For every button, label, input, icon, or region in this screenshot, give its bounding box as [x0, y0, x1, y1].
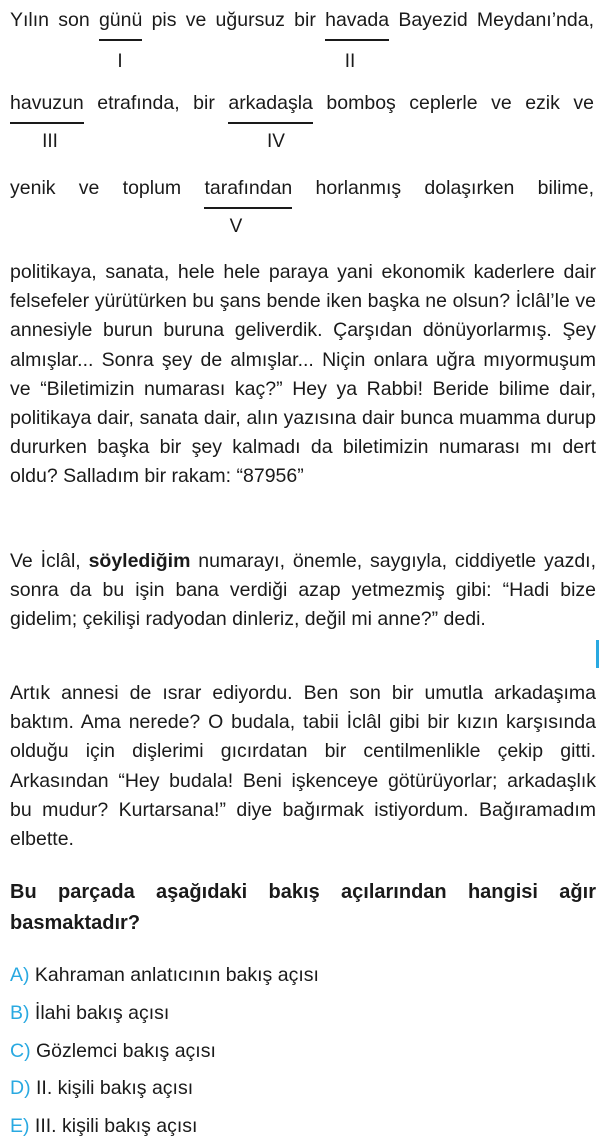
option-text: Gözlemci bakış açısı: [36, 1039, 216, 1062]
text-segment: Yılın son: [10, 9, 99, 31]
text-segment: etrafında, bir: [83, 92, 229, 114]
option-e[interactable]: [10, 1108, 596, 1146]
text-segment: pis ve uğursuz bir: [142, 9, 326, 31]
option-text: İlahi bakış açısı: [34, 1001, 170, 1024]
passage-line-1: [10, 8, 594, 32]
underlined-word-5: tarafından: [204, 177, 293, 199]
underlined-word-2: havada: [325, 9, 390, 31]
marker-1: I: [117, 51, 123, 72]
option-text: III. kişili bakış açısı: [34, 1115, 198, 1138]
underlined-word-4: arkadaşla: [228, 92, 313, 114]
marker-3: III: [42, 131, 58, 152]
option-text: Kahraman anlatıcının bakış açısı: [34, 964, 319, 986]
marker-4: IV: [267, 131, 285, 152]
passage-line-2: [10, 91, 594, 115]
marker-5: V: [229, 216, 243, 237]
bold-word: söylediğim: [88, 550, 191, 572]
marker-2: II: [344, 51, 356, 72]
text-segment: yenik ve toplum: [10, 177, 205, 199]
text-segment: numarayı, önemle, saygıyla, ciddiyetle yazdı, sonra da bu işin bana verdiği azap yetmezmiş gibi: “Hadi bize gidelim; çekilişi radyodan dinleriz, değil mi anne?” dedi.: [10, 550, 596, 631]
option-letter: E): [10, 1115, 30, 1138]
underlined-word-1: günü: [98, 9, 143, 31]
option-d[interactable]: [10, 1070, 596, 1108]
option-b[interactable]: [10, 995, 596, 1033]
paragraph-3: Artık annesi de ısrar ediyordu. Ben son bir umutla arkadaşıma baktım. Ama nerede? O budala, tabii İclâl gibi bir kızın karşısında olduğu için dişlerimi gıcırdatan bir centilmenlikle çekip gitti. Arkasından “Hey budala! Beni işkenceye götürüyorlar; arkadaşlık bu mudur? Kurtarsana!” diye bağırmak istiyordum. Bağıramadım elbette.: [10, 682, 596, 851]
text-segment: Bayezid Meydanı’nda,: [389, 9, 595, 31]
text-segment: horlanmış dolaşırken bilime,: [292, 177, 595, 199]
paragraph-2: [10, 547, 596, 635]
underlined-word-3: havuzun: [10, 92, 84, 114]
option-letter: B): [10, 1001, 30, 1024]
option-a[interactable]: [10, 957, 596, 995]
margin-marker: [596, 640, 599, 668]
question-text: Bu parçada aşağıdaki bakış açılarından hangisi ağır basmaktadır?: [10, 881, 596, 934]
option-c[interactable]: [10, 1033, 596, 1071]
passage-line-3: [10, 176, 594, 200]
paragraph-1: politikaya, sanata, hele hele paraya yani ekonomik kaderlere dair felsefeler yürütürken bu şans bende iken başka ne olsun? İclâl’le ve annesiyle burun buruna geliverdik. Çarşıdan dönüyorlarmış. Şey almışlar... Sonra şey de almışlar... Niçin onlara uğra mıyormuşum ve “Biletimizin numarası kaç?” Hey ya Rabbi! Beride bilime dair, politikaya dair, sanata dair, alın yazısına dair bunca muamma durup dururken başka bir şey kalmadı da biletimizin numarası mı dert oldu? Salladım bir rakam: “87956”: [10, 261, 596, 488]
option-letter: A): [10, 964, 30, 986]
text-segment: Ve İclâl,: [10, 550, 89, 572]
option-letter: D): [10, 1077, 31, 1100]
option-text: II. kişili bakış açısı: [36, 1077, 194, 1100]
text-segment: bomboş ceplerle ve ezik ve: [312, 92, 594, 114]
option-letter: C): [10, 1039, 31, 1062]
answer-options: [10, 957, 596, 1146]
